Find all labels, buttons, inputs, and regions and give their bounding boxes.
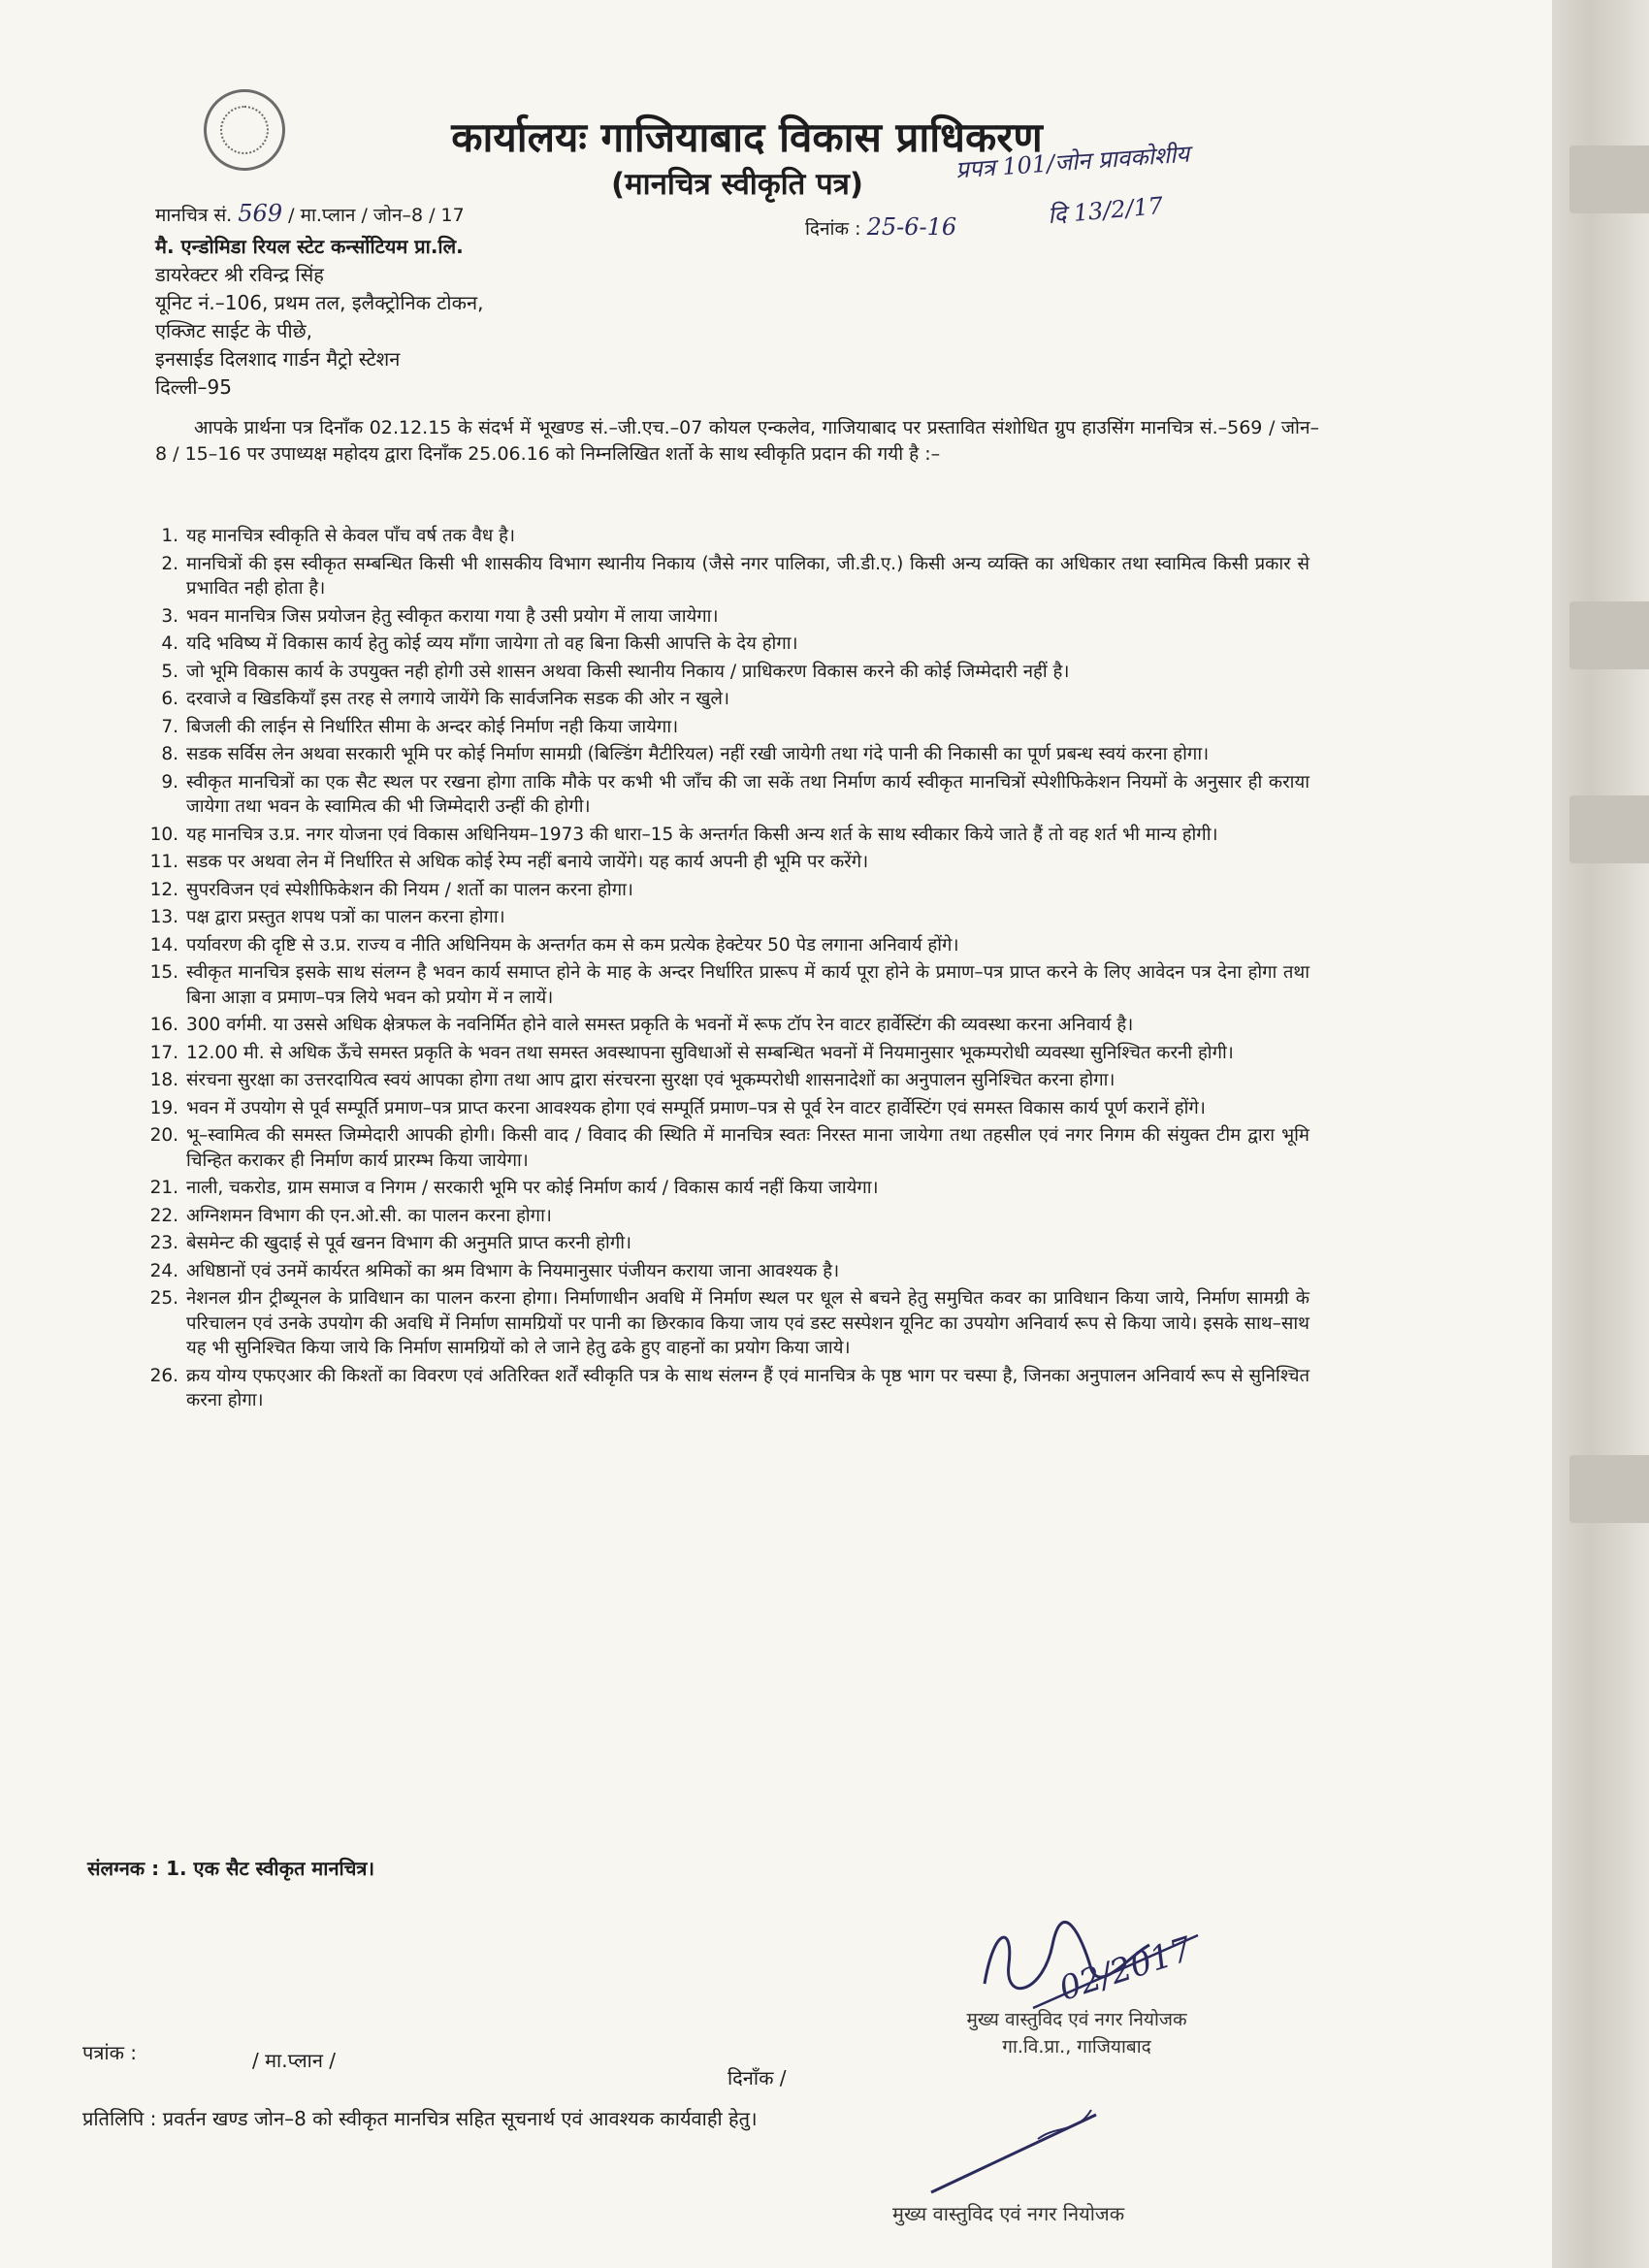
condition-text: संरचना सुरक्षा का उत्तरदायित्व स्वयं आपका होगा तथा आप द्वारा संरचरना सुरक्षा एवं भूकम्परोधी शासनादेशों का अनुपालन सुनिश्चित करना होगा। bbox=[186, 1070, 1116, 1090]
condition-text: दरवाजे व खिडकियाँ इस तरह से लगाये जायेंगे कि सार्वजनिक सडक की ओर न खुले। bbox=[186, 689, 729, 709]
authority-seal-logo bbox=[204, 89, 285, 171]
condition-item bbox=[146, 1041, 1310, 1066]
condition-text: अधिष्ठानों एवं उनमें कार्यरत श्रमिकों का श्रम विभाग के नियमानुसार पंजीयन कराया जाना आवश्यक है। bbox=[186, 1260, 840, 1281]
condition-number: 1. bbox=[161, 526, 178, 546]
condition-item bbox=[146, 823, 1310, 848]
condition-number: 5. bbox=[161, 661, 178, 682]
binder-tab bbox=[1569, 1455, 1649, 1523]
condition-item bbox=[146, 960, 1310, 1010]
condition-item bbox=[146, 905, 1310, 930]
condition-text: यदि भविष्य में विकास कार्य हेतु कोई व्यय माँगा जायेगा तो वह बिना किसी आपत्ति के देय होगा। bbox=[186, 633, 798, 654]
addressee-line: दिल्ली–95 bbox=[155, 375, 233, 399]
condition-item bbox=[146, 524, 1310, 549]
condition-number: 26. bbox=[149, 1365, 178, 1386]
designation-line: मुख्य वास्तुविद एवं नगर नियोजक bbox=[966, 2009, 1187, 2030]
addressee-block bbox=[155, 233, 483, 402]
condition-text: भवन मानचित्र जिस प्रयोजन हेतु स्वीकृत कराया गया है उसी प्रयोग में लाया जायेगा। bbox=[186, 605, 719, 627]
condition-number: 2. bbox=[161, 553, 178, 574]
handwritten-date-note: दि 13/2/17 bbox=[1047, 191, 1165, 230]
condition-item bbox=[146, 1364, 1310, 1413]
condition-item bbox=[146, 687, 1310, 712]
condition-number: 6. bbox=[161, 689, 178, 709]
map-number-suffix: / मा.प्लान / जोन–8 / 17 bbox=[288, 205, 465, 226]
condition-number: 24. bbox=[149, 1260, 178, 1281]
condition-text: स्वीकृत मानचित्र इसके साथ संलग्न है भवन कार्य समाप्त होने के माह के अन्दर निर्धारित प्रारूप में कार्य पूरा होने के प्रमाण–पत्र प्राप्त करने के लिए आवेदन पत्र देना होगा तथा बिना आज्ञा व प्रमाण–पत्र लिये भवन को प्रयोग में न लायें। bbox=[186, 962, 1310, 1008]
condition-item bbox=[146, 878, 1310, 903]
condition-number: 21. bbox=[149, 1178, 178, 1198]
condition-number: 13. bbox=[149, 907, 178, 927]
addressee-company: मै. एन्डोमिडा रियल स्टेट कर्न्सोटियम प्रा.लि. bbox=[155, 235, 464, 258]
bottom-designation: मुख्य वास्तुविद एवं नगर नियोजक bbox=[892, 2202, 1125, 2225]
signature-date: 02/2017 bbox=[1054, 1929, 1197, 2009]
condition-number: 4. bbox=[161, 633, 178, 654]
condition-text: नेशनल ग्रीन ट्रीब्यूनल के प्राविधान का पालन करना होगा। निर्माणाधीन अवधि में निर्माण स्थल पर धूल से बचने हेतु समुचित कवर का प्राविधान किया जाये, निर्माण सामग्री के परिचालन एवं उनके उपयोग की अवधि में निर्माण सामग्रियों पर पानी का छिरकाव किया जाय एवं डस्ट सस्पेशन यूनिट का उपयोग अनिवार्य रूप से किया जाये। इसके साथ–साथ यह भी सुनिश्चित किया जाये कि निर्माण सामग्रियों को ले जाने हेतु ढके हुए वाहनों का प्रयोग किया जाये। bbox=[186, 1288, 1310, 1358]
condition-number: 12. bbox=[149, 879, 178, 900]
condition-text: सुपरविजन एवं स्पेशीफिकेशन की नियम / शर्तो का पालन करना होगा। bbox=[186, 879, 633, 900]
condition-item bbox=[146, 1259, 1310, 1284]
condition-item bbox=[146, 1176, 1310, 1201]
condition-text: नाली, चकरोड, ग्राम समाज व निगम / सरकारी भूमि पर कोई निर्माण कार्य / विकास कार्य नहीं किया जायेगा। bbox=[186, 1178, 879, 1198]
condition-item bbox=[146, 715, 1310, 740]
designation-line: गा.वि.प्रा., गाजियाबाद bbox=[1002, 2036, 1151, 2057]
condition-text: 12.00 मी. से अधिक ऊँचे समस्त प्रकृति के भवन तथा समस्त अवस्थापना सुविधाओं से सम्बन्धित भवनों में नियमानुसार भूकम्परोधी व्यवस्था सुनिश्चित करनी होगी। bbox=[186, 1042, 1234, 1063]
condition-item bbox=[146, 1286, 1310, 1361]
condition-text: भवन में उपयोग से पूर्व सम्पूर्ति प्रमाण–पत्र प्राप्त करना आवश्यक होगा एवं सम्पूर्ति प्रमाण–पत्र से पूर्व रेन वाटर हार्वेस्टिंग एवं समस्त विकास कार्य पूर्ण करानें होंगे। bbox=[186, 1097, 1206, 1118]
condition-text: अग्निशमन विभाग की एन.ओ.सी. का पालन करना होगा। bbox=[186, 1205, 552, 1226]
condition-number: 16. bbox=[149, 1015, 178, 1035]
addressee-line: डायरेक्टर श्री रविन्द्र सिंह bbox=[155, 263, 324, 286]
condition-number: 20. bbox=[149, 1125, 178, 1146]
issue-date bbox=[805, 213, 956, 241]
binder-tab bbox=[1569, 601, 1649, 669]
intro-paragraph: आपके प्रार्थना पत्र दिनाँक 02.12.15 के संदर्भ में भूखण्ड सं.–जी.एच.–07 कोयल एन्कलेव, गाजियाबाद पर प्रस्तावित संशोधित ग्रुप हाउसिंग मानचित्र सं.–569 / जोन–8 / 15–16 पर उपाध्यक्ष महोदय द्वारा दिनाँक 25.06.16 को निम्नलिखित शर्तो के साथ स्वीकृति प्रदान की गयी है :– bbox=[155, 417, 1319, 465]
condition-text: यह मानचित्र स्वीकृति से केवल पाँच वर्ष तक वैध है। bbox=[186, 526, 515, 546]
condition-text: भू–स्वामित्व की समस्त जिम्मेदारी आपकी होगी। किसी वाद / विवाद की स्थिति में मानचित्र स्वतः निरस्त माना जायेगा तथा तहसील एवं नगर निगम की संयुक्त टीम द्वारा भूमि चिन्हित कराकर ही निर्माण कार्य प्रारम्भ किया जायेगा। bbox=[186, 1125, 1310, 1171]
condition-text: स्वीकृत मानचित्रों का एक सैट स्थल पर रखना होगा ताकि मौके पर कभी भी जाँच की जा सकें तथा निर्माण कार्य स्वीकृत मानचित्रों स्पेशीफिकेशन नियमों के अनुसार ही कराया जायेगा तथा भवन के स्वामित्व की भी जिम्मेदारी उन्हीं की होगी। bbox=[186, 771, 1310, 817]
condition-text: बिजली की लाईन से निर्धारित सीमा के अन्दर कोई निर्माण नही किया जायेगा। bbox=[186, 716, 679, 737]
condition-number: 15. bbox=[149, 962, 178, 983]
condition-number: 14. bbox=[149, 934, 178, 956]
condition-number: 7. bbox=[161, 716, 178, 737]
condition-number: 9. bbox=[161, 771, 178, 793]
condition-number: 11. bbox=[149, 852, 178, 872]
condition-item bbox=[146, 1096, 1310, 1121]
condition-text: मानचित्रों की इस स्वीकृत सम्बन्धित किसी भी शासकीय विभाग स्थानीय निकाय (जैसे नगर पालिका, जी.डी.ए.) किसी अन्य व्यक्ति का अधिकार तथा स्वामित्व किसी प्रकार से प्रभावित नही होता है। bbox=[186, 553, 1310, 599]
office-title: कार्यालयः गाजियाबाद विकास प्राधिकरण bbox=[451, 113, 1043, 161]
condition-text: क्रय योग्य एफएआर की किश्तों का विवरण एवं अतिरिक्त शर्तें स्वीकृति पत्र के साथ संलग्न हैं एवं मानचित्र के पृष्ठ भाग पर चस्पा है, जिनका अनुपालन अनिवार्य रूप से सुनिश्चित करना होगा। bbox=[186, 1365, 1310, 1410]
condition-text: जो भूमि विकास कार्य के उपयुक्त नही होगी उसे शासन अथवा किसी स्थानीय निकाय / प्राधिकरण विकास करने की कोई जिम्मेदारी नहीं है। bbox=[186, 661, 1070, 682]
second-signature bbox=[922, 2095, 1116, 2202]
page-edge-shadow bbox=[1552, 0, 1649, 2268]
footer-date-label: दिनाँक / bbox=[728, 2066, 787, 2090]
condition-item bbox=[146, 742, 1310, 767]
condition-item bbox=[146, 850, 1310, 875]
condition-text: बेसमेन्ट की खुदाई से पूर्व खनन विभाग की अनुमति प्राप्त करनी होगी। bbox=[186, 1233, 632, 1253]
map-number-value: 569 bbox=[238, 200, 283, 227]
map-number-label: मानचित्र सं. bbox=[155, 205, 233, 226]
condition-number: 22. bbox=[149, 1205, 178, 1226]
condition-number: 25. bbox=[149, 1288, 178, 1309]
letter-number-label: पत्रांक : bbox=[82, 2041, 138, 2064]
condition-number: 10. bbox=[149, 824, 178, 845]
handwritten-note: प्रपत्र 101/जोन प्रावकोशीय bbox=[954, 140, 1191, 184]
condition-item bbox=[146, 933, 1310, 958]
condition-number: 18. bbox=[149, 1070, 178, 1090]
letter-number-suffix: / मा.प्लान / bbox=[252, 2049, 337, 2072]
addressee-line: एक्जिट साईट के पीछे, bbox=[155, 319, 313, 342]
condition-number: 17. bbox=[149, 1042, 178, 1063]
addressee-line: इनसाईड दिलशाद गार्डन मैट्रो स्टेशन bbox=[155, 347, 401, 371]
condition-item bbox=[146, 1231, 1310, 1256]
condition-text: 300 वर्गमी. या उससे अधिक क्षेत्रफल के नवनिर्मित होने वाले समस्त प्रकृति के भवनों में रूफ टॉप रेन वाटर हार्वेस्टिंग की व्यवस्था करना अनिवार्य है। bbox=[186, 1015, 1134, 1035]
conditions-list bbox=[146, 524, 1310, 1416]
issue-date-value: 25-6-16 bbox=[866, 213, 957, 241]
condition-number: 8. bbox=[161, 744, 178, 764]
letter-subtitle: (मानचित्र स्वीकृति पत्र) bbox=[610, 167, 864, 202]
condition-number: 19. bbox=[149, 1097, 178, 1118]
enclosure-note: संलग्नक : 1. एक सैट स्वीकृत मानचित्र। bbox=[87, 1857, 375, 1880]
condition-text: यह मानचित्र उ.प्र. नगर योजना एवं विकास अधिनियम–1973 की धारा–15 के अन्तर्गत किसी अन्य शर्त के साथ स्वीकार किये जाते हैं तो वह शर्त भी मान्य होगी। bbox=[186, 824, 1218, 845]
condition-number: 23. bbox=[149, 1233, 178, 1253]
condition-item bbox=[146, 1013, 1310, 1038]
condition-item bbox=[146, 604, 1310, 630]
signatory-designation bbox=[902, 2006, 1251, 2060]
condition-number: 3. bbox=[161, 605, 178, 627]
condition-item bbox=[146, 1204, 1310, 1229]
map-number bbox=[155, 200, 465, 227]
condition-item bbox=[146, 660, 1310, 685]
issue-date-label: दिनांक : bbox=[805, 218, 861, 240]
condition-item bbox=[146, 1123, 1310, 1173]
binder-tab bbox=[1569, 146, 1649, 213]
condition-text: पक्ष द्वारा प्रस्तुत शपथ पत्रों का पालन करना होगा। bbox=[186, 907, 505, 927]
condition-item bbox=[146, 632, 1310, 657]
condition-text: पर्यावरण की दृष्टि से उ.प्र. राज्य व नीति अधिनियम के अन्तर्गत कम से कम प्रत्येक हेक्टेयर 50 पेड लगाना अनिवार्य होंगे। bbox=[186, 934, 959, 956]
condition-item bbox=[146, 1068, 1310, 1093]
condition-item bbox=[146, 552, 1310, 601]
copy-to-note: प्रतिलिपि : प्रवर्तन खण्ड जोन–8 को स्वीकृत मानचित्र सहित सूचनार्थ एवं आवश्यक कार्यवाही हेतु। bbox=[82, 2107, 758, 2130]
condition-text: सडक सर्विस लेन अथवा सरकारी भूमि पर कोई निर्माण सामग्री (बिल्डिंग मैटीरियल) नहीं रखी जायेगी तथा गंदे पानी की निकासी का पूर्ण प्रबन्ध स्वयं करना होगा। bbox=[186, 744, 1210, 764]
condition-text: सडक पर अथवा लेन में निर्धारित से अधिक कोई रेम्प नहीं बनाये जायेंगे। यह कार्य अपनी ही भूमि पर करेंगे। bbox=[186, 852, 869, 872]
condition-item bbox=[146, 770, 1310, 820]
addressee-line: यूनिट नं.–106, प्रथम तल, इलैक्ट्रोनिक टोकन, bbox=[155, 291, 484, 314]
binder-tab bbox=[1569, 795, 1649, 863]
